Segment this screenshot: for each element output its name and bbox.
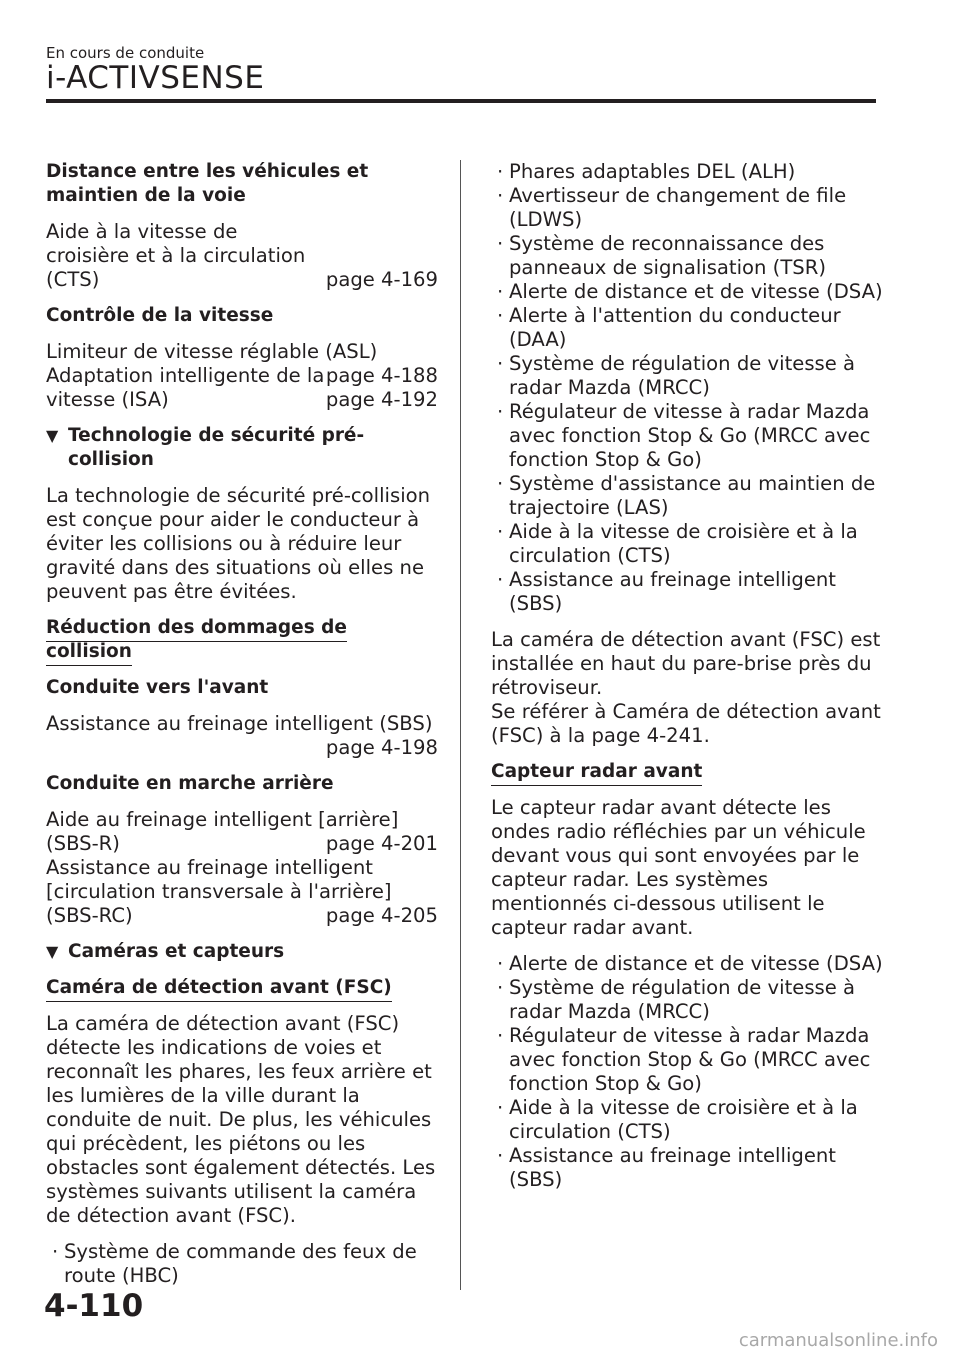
heading-distance-lane: Distance entre les véhicules et maintien de la voie: [46, 161, 369, 206]
paragraph-radar: Le capteur radar avant détecte les ondes radio réfléchies par un véhicule devant vous qui sont envoyées par le capteur radar. Les systèmes mentionnés ci-dessous utilisent le capteur radar avant.: [491, 796, 866, 939]
ref-text: Assistance au freinage intelligent (SBS): [46, 712, 433, 735]
list-item: · Système de commande des feux de route (HBC): [46, 1240, 438, 1288]
ref-page[interactable]: page 4-169: [325, 268, 438, 291]
triangle-down-icon: ▼: [46, 426, 59, 445]
header-rule: [46, 99, 876, 103]
list-item: · Régulateur de vitesse à radar Mazda avec fonction Stop & Go (MRCC avec fonction Stop & Go): [491, 400, 883, 472]
list-item: · Système d'assistance au maintien de trajectoire (LAS): [491, 472, 883, 520]
ref-block-reverse: [46, 808, 438, 928]
section-cameras-sensors: [46, 940, 438, 964]
list-item: · Alerte à l'attention du conducteur (DAA): [491, 304, 883, 352]
fsc-location-text: La caméra de détection avant (FSC) est installée en haut du pare-brise près du rétroviseur.: [491, 628, 881, 699]
ref-page[interactable]: page 4-198: [325, 736, 438, 759]
section-precollision: [46, 424, 438, 472]
subheading-collision-damage: [46, 616, 438, 664]
underlined-title: Caméra de détection avant (FSC): [46, 977, 392, 1002]
ref-text: Assistance au freinage intelligent [circulation transversale à l'arrière] (SBS-RC): [46, 856, 392, 927]
list-item: · Avertisseur de changement de file (LDWS): [491, 184, 883, 232]
watermark: carmanualsonline.info: [738, 1330, 938, 1351]
ref-sbs-rc: [46, 856, 438, 928]
paragraph-precollision: La technologie de sécurité pré-collision est conçue pour aider le conducteur à éviter les collisions ou à réduire leur gravité dans des situations où elles ne peuvent pas être évitées.: [46, 484, 431, 603]
ref-asl: [46, 340, 438, 387]
list-item: · Régulateur de vitesse à radar Mazda avec fonction Stop & Go (MRCC avec fonction Stop & Go): [491, 1024, 883, 1096]
right-column: [491, 160, 883, 1204]
ref-text: Adaptation intelligente de la vitesse (ISA): [46, 364, 325, 411]
list-item: · Système de régulation de vitesse à radar Mazda (MRCC): [491, 352, 883, 400]
underlined-title: Réduction des dommages de collision: [46, 617, 347, 666]
heading-speed-control: Contrôle de la vitesse: [46, 305, 274, 326]
ref-text: Aide à la vitesse de croisière et à la circulation (CTS): [46, 220, 306, 291]
column-divider: [460, 160, 461, 1290]
page-title: i-ACTIVSENSE: [46, 60, 265, 96]
triangle-down-icon: ▼: [46, 942, 59, 961]
section-label: En cours de conduite: [46, 44, 205, 62]
ref-block-speed: [46, 340, 438, 412]
list-item: · Système de régulation de vitesse à radar Mazda (MRCC): [491, 976, 883, 1024]
heading-reverse-driving: Conduite en marche arrière: [46, 773, 334, 794]
subheading-fsc: [46, 976, 438, 1000]
list-item: · Aide à la vitesse de croisière et à la circulation (CTS): [491, 1096, 883, 1144]
list-item: · Alerte de distance et de vitesse (DSA): [491, 280, 883, 304]
subheading-radar: [491, 760, 883, 784]
ref-page[interactable]: page 4-192: [325, 388, 438, 411]
list-item: · Aide à la vitesse de croisière et à la circulation (CTS): [491, 520, 883, 568]
fsc-systems-list: [491, 160, 883, 616]
section-title: Technologie de sécurité pré-collision: [68, 425, 365, 470]
ref-sbs-r: [46, 808, 438, 856]
list-item: · Assistance au freinage intelligent (SBS): [491, 568, 883, 616]
ref-page[interactable]: page 4-188: [325, 364, 438, 387]
radar-systems-list: [491, 952, 883, 1192]
list-item: · Système de reconnaissance des panneaux de signalisation (TSR): [491, 232, 883, 280]
section-title: Caméras et capteurs: [68, 941, 285, 962]
fsc-reference-text: Se référer à Caméra de détection avant (FSC) à la page 4-241.: [491, 700, 881, 747]
page-number: 4-110: [44, 1288, 144, 1324]
list-item: · Phares adaptables DEL (ALH): [491, 160, 883, 184]
list-item: · Alerte de distance et de vitesse (DSA): [491, 952, 883, 976]
ref-page[interactable]: page 4-201: [325, 832, 438, 855]
ref-page[interactable]: page 4-205: [325, 904, 438, 927]
underlined-title: Capteur radar avant: [491, 761, 702, 786]
left-column: [46, 160, 438, 1300]
paragraph-fsc-location: [491, 628, 883, 748]
fsc-systems-list-start: [46, 1240, 438, 1288]
ref-sbs: [46, 712, 438, 760]
heading-forward-driving: Conduite vers l'avant: [46, 677, 269, 698]
ref-cts: [46, 220, 438, 292]
ref-text: Limiteur de vitesse réglable (ASL): [46, 340, 378, 363]
ref-text: Aide au freinage intelligent [arrière] (SBS-R): [46, 808, 399, 855]
list-item: · Assistance au freinage intelligent (SBS): [491, 1144, 883, 1192]
paragraph-fsc: La caméra de détection avant (FSC) détecte les indications de voies et reconnaît les phares, les feux arrière et les lumières de la ville durant la conduite de nuit. De plus, les véhicules qui précèdent, les piétons ou les obstacles sont également détectés. Les systèmes suivants utilisent la caméra de détection avant (FSC).: [46, 1012, 436, 1227]
